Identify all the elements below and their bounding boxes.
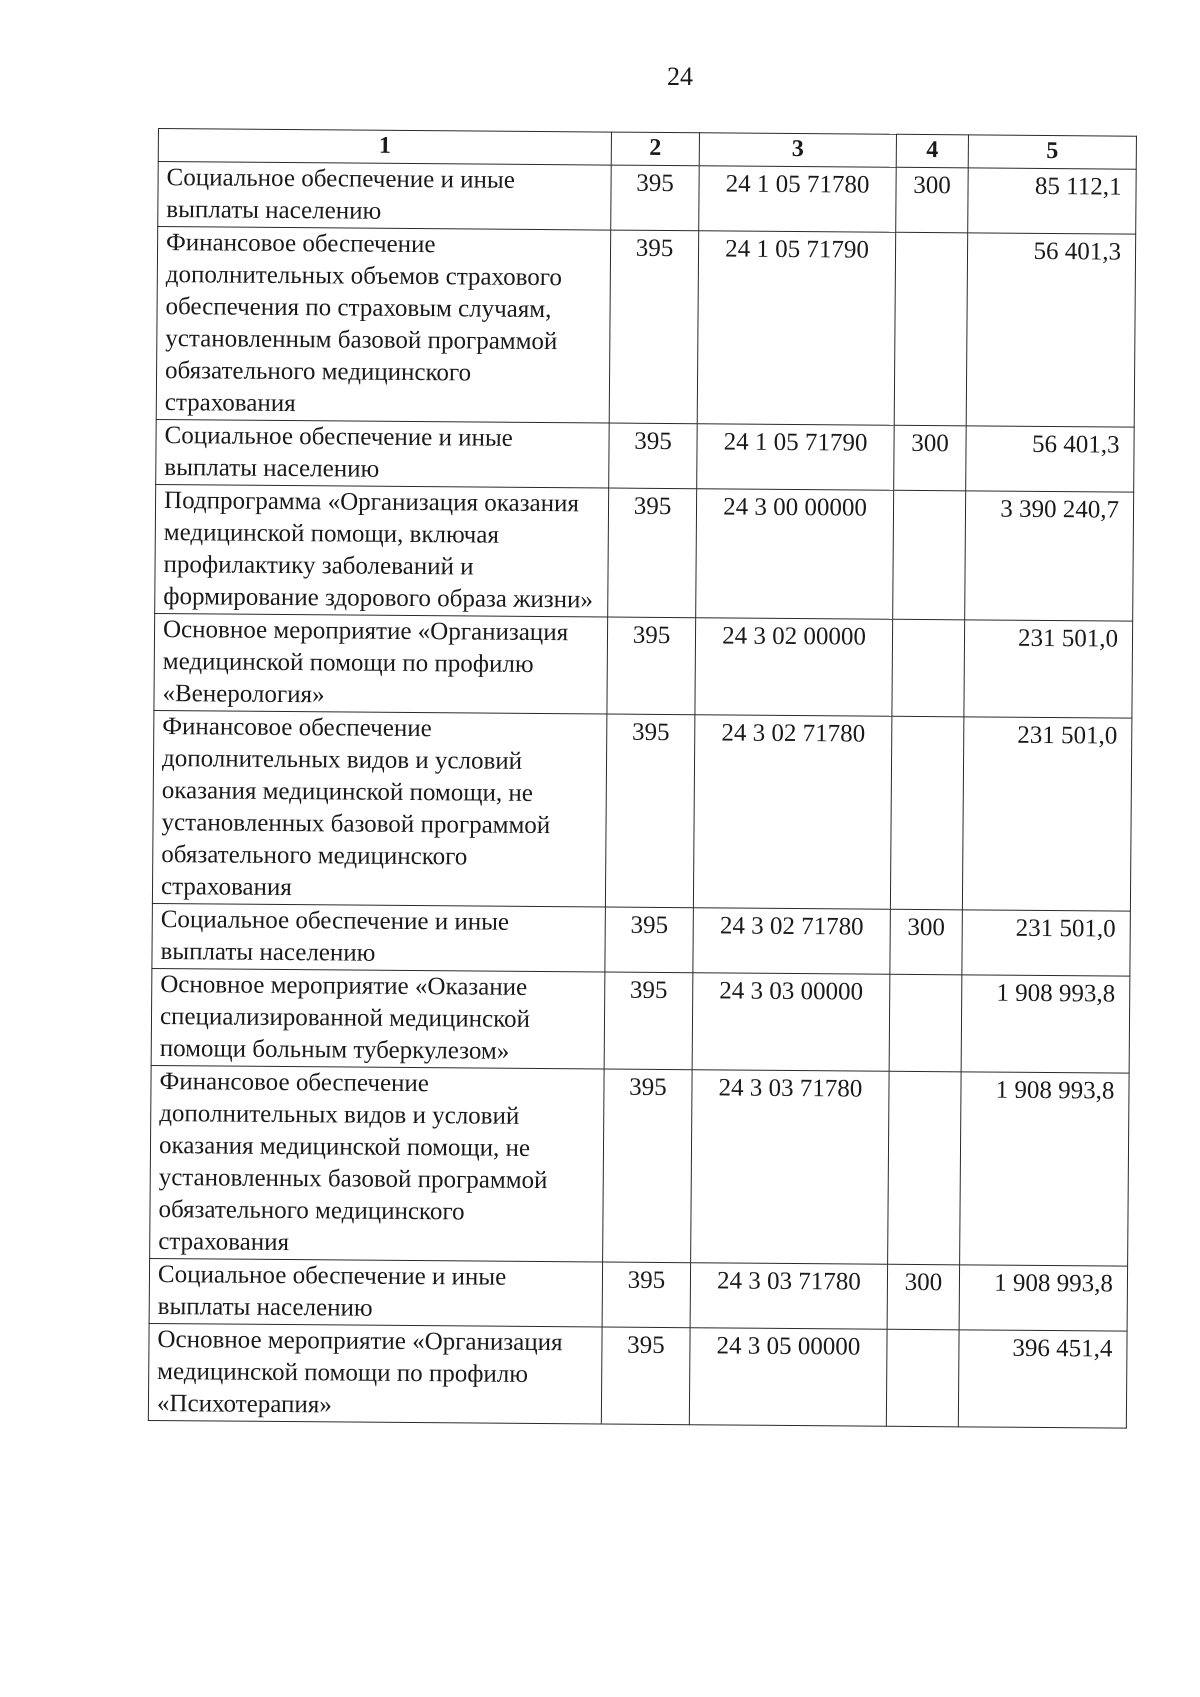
column-header: 1 <box>158 129 611 166</box>
expense-type-cell: 300 <box>890 909 963 975</box>
amount-cell: 231 501,0 <box>964 620 1133 718</box>
column-header: 2 <box>611 132 699 166</box>
ministry-code-cell: 395 <box>605 907 694 973</box>
expense-type-cell: 300 <box>887 1264 960 1330</box>
page-number: 24 <box>667 62 693 91</box>
target-article-cell: 24 3 02 00000 <box>695 618 893 717</box>
column-header: 4 <box>896 134 968 168</box>
expense-type-cell <box>889 974 962 1072</box>
table-row <box>150 1065 1129 1266</box>
ministry-code-cell: 395 <box>611 165 700 231</box>
row-name-cell: Социальное обеспечение и иные выплаты населению <box>149 1258 602 1327</box>
row-name-cell: Основное мероприятие «Оказание специализированной медицинской помощи больным туберкулезом» <box>151 968 605 1069</box>
amount-cell: 396 451,4 <box>958 1330 1127 1428</box>
target-article-cell: 24 3 02 71780 <box>693 908 891 975</box>
ministry-code-cell: 395 <box>601 1327 690 1425</box>
amount-cell: 56 401,3 <box>966 233 1136 427</box>
row-name-cell: Основное мероприятие «Организация медицинской помощи по профилю «Психотерапия» <box>148 1323 602 1424</box>
expense-type-cell <box>892 619 965 717</box>
row-name-cell: Основное мероприятие «Организация медицинской помощи по профилю «Венерология» <box>154 613 608 714</box>
table-row <box>156 227 1135 428</box>
table-row <box>152 710 1131 911</box>
ministry-code-cell: 395 <box>609 230 699 424</box>
amount-cell: 56 401,3 <box>966 426 1135 492</box>
row-name-cell: Финансовое обеспечение дополнительных видов и условий оказания медицинской помощи, не установленных базовой программой обязательного медицинского страхования <box>150 1065 605 1262</box>
expense-type-cell <box>894 232 968 426</box>
table-row <box>151 968 1130 1073</box>
table-row <box>156 419 1134 492</box>
target-article-cell: 24 3 03 71780 <box>690 1263 888 1330</box>
expense-type-cell <box>890 716 964 910</box>
expense-type-cell: 300 <box>894 425 967 491</box>
ministry-code-cell: 395 <box>602 1262 691 1328</box>
target-article-cell: 24 3 00 00000 <box>696 489 894 620</box>
ministry-code-cell: 395 <box>607 617 696 715</box>
row-name-cell: Финансовое обеспечение дополнительных видов и условий оказания медицинской помощи, не установленных базовой программой обязательного медицинского страхования <box>152 710 607 907</box>
ministry-code-cell: 395 <box>605 714 695 908</box>
target-article-cell: 24 3 02 71780 <box>693 715 892 910</box>
column-header: 5 <box>968 135 1136 169</box>
expense-type-cell <box>888 1071 962 1265</box>
table-row <box>158 162 1136 235</box>
row-name-cell: Подпрограмма «Организация оказания медицинской помощи, включая профилактику заболеваний и формирование здорового образа жизни» <box>155 484 609 617</box>
row-name-cell: Социальное обеспечение и иные выплаты населению <box>158 162 611 231</box>
row-name-cell: Социальное обеспечение и иные выплаты населению <box>156 419 609 488</box>
amount-cell: 85 112,1 <box>968 168 1137 234</box>
amount-cell: 3 390 240,7 <box>965 491 1134 621</box>
row-name-cell: Социальное обеспечение и иные выплаты населению <box>152 903 605 972</box>
budget-table <box>148 128 1137 1429</box>
amount-cell: 1 908 993,8 <box>959 1265 1128 1331</box>
target-article-cell: 24 3 05 00000 <box>689 1328 887 1427</box>
ministry-code-cell: 395 <box>604 972 693 1070</box>
amount-cell: 1 908 993,8 <box>961 975 1130 1073</box>
target-article-cell: 24 3 03 71780 <box>691 1070 890 1265</box>
expense-type-cell <box>886 1329 959 1427</box>
row-name-cell: Финансовое обеспечение дополнительных объемов страхового обеспечения по страховым случаям, установленным базовой программой обязательного медицинского страхования <box>156 227 611 424</box>
target-article-cell: 24 1 05 71790 <box>697 424 895 491</box>
target-article-cell: 24 1 05 71780 <box>699 166 897 233</box>
amount-cell: 231 501,0 <box>962 717 1132 911</box>
ministry-code-cell: 395 <box>609 423 698 489</box>
target-article-cell: 24 3 03 00000 <box>692 973 890 1072</box>
expense-type-cell: 300 <box>896 167 969 233</box>
table-row <box>152 903 1130 976</box>
table-row <box>155 484 1134 621</box>
table-row <box>149 1258 1127 1331</box>
target-article-cell: 24 1 05 71790 <box>697 231 896 426</box>
expense-type-cell <box>893 490 966 620</box>
amount-cell: 231 501,0 <box>962 910 1131 976</box>
column-header: 3 <box>699 133 896 168</box>
amount-cell: 1 908 993,8 <box>960 1072 1130 1266</box>
table-row <box>154 613 1133 718</box>
ministry-code-cell: 395 <box>603 1069 693 1263</box>
table-row <box>148 1323 1127 1428</box>
ministry-code-cell: 395 <box>608 488 697 618</box>
